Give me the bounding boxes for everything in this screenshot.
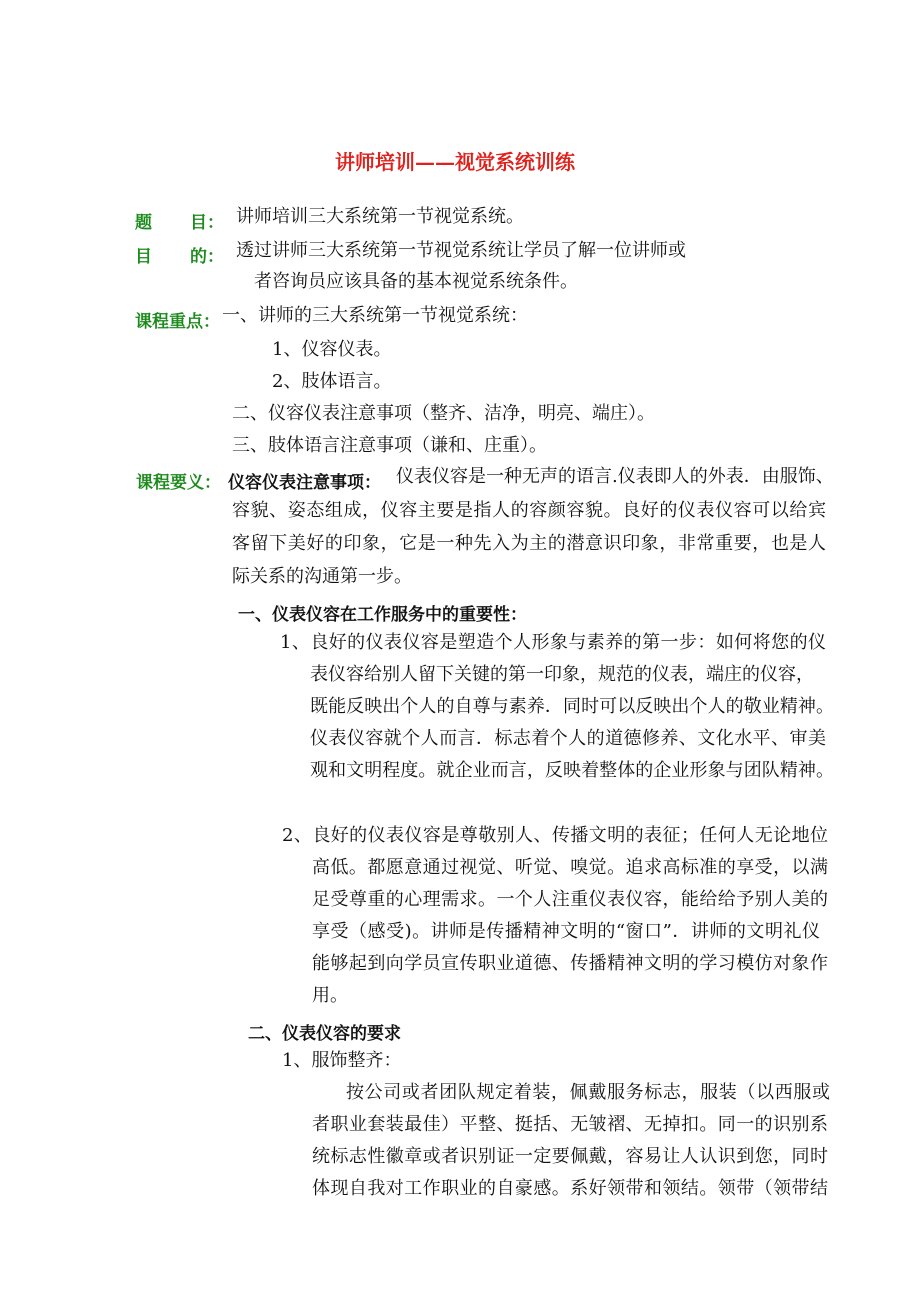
- focus-item-2: 二、仪容仪表注意事项（整齐、洁净，明亮、端庄）。: [232, 403, 655, 424]
- meaning-label: 课程要义：: [136, 473, 221, 493]
- meaning-line-3: 客留下美好的印象，它是一种先入为主的潜意识印象，非常重要，也是人: [232, 533, 826, 554]
- section-1-p2-line-1: 2、良好的仪表仪容是尊敬别人、传播文明的表征；任何人无论地位: [282, 825, 828, 846]
- section-1-p2-line-2: 高低。都愿意通过视觉、听觉、嗅觉。追求高标准的享受，以满: [312, 857, 828, 878]
- section-2-heading: 二、仪表仪容的要求: [248, 1024, 401, 1044]
- purpose-line-1: 透过讲师三大系统第一节视觉系统让学员了解一位讲师或: [236, 240, 686, 261]
- section-1-p2-line-4: 享受（感受)。讲师是传播精神文明的“窗口”．讲师的文明礼仪: [312, 921, 820, 942]
- purpose-line-2: 者咨询员应该具备的基本视觉系统条件。: [254, 271, 578, 292]
- section-1-p2-line-3: 足受尊重的心理需求。一个人注重仪表仪容，能给给予别人美的: [312, 889, 828, 910]
- topic-label-b: 目：: [190, 213, 224, 233]
- purpose-label-b: 的：: [190, 247, 224, 267]
- section-2-line-3: 统标志性徽章或者识别证一定要佩戴，容易让人认识到您，同时: [312, 1146, 828, 1167]
- meaning-line-1: 仪表仪容是一种无声的语言.仪表即人的外表．由服饰、: [396, 466, 834, 487]
- meaning-line-4: 际关系的沟通第一步。: [232, 566, 412, 587]
- purpose-label-a: 目: [135, 247, 152, 267]
- section-1-p1-line-1: 1、良好的仪表仪容是塑造个人形象与素养的第一步：如何将您的仪: [280, 632, 826, 653]
- focus-item-3: 三、肢体语言注意事项（谦和、庄重）。: [232, 435, 547, 456]
- section-2-line-4: 体现自我对工作职业的自豪感。系好领带和领结。领带（领带结: [312, 1178, 828, 1199]
- section-2-item-1: 1、服饰整齐：: [282, 1050, 402, 1071]
- section-1-p1-line-4: 仪表仪容就个人而言．标志着个人的道德修养、文化水平、审美: [310, 728, 826, 749]
- focus-label: 课程重点：: [135, 312, 220, 332]
- meaning-lead: 仪容仪表注意事项：: [228, 473, 381, 493]
- section-1-p2-line-5: 能够起到向学员宣传职业道德、传播精神文明的学习模仿对象作: [312, 953, 828, 974]
- topic-label-a: 题: [135, 213, 152, 233]
- section-2-line-2: 者职业套装最佳）平整、挺括、无皱褶、无掉扣。同一的识别系: [312, 1114, 828, 1135]
- section-1-p1-line-5: 观和文明程度。就企业而言，反映着整体的企业形象与团队精神。: [310, 760, 834, 781]
- section-1-heading: 一、仪表仪容在工作服务中的重要性：: [238, 605, 527, 625]
- meaning-line-2: 容貌、姿态组成，仪容主要是指人的容颜容貌。良好的仪表仪容可以给宾: [232, 500, 826, 521]
- section-2-line-1: 按公司或者团队规定着装，佩戴服务标志，服装（以西服或: [346, 1082, 830, 1103]
- section-1-p1-line-2: 表仪容给别人留下关键的第一印象，规范的仪表，端庄的仪容，: [310, 664, 814, 685]
- document-title: 讲师培训——视觉系统训练: [335, 150, 575, 174]
- focus-sub-1: 1、仪容仪表。: [272, 339, 392, 360]
- section-1-p2-line-6: 用。: [312, 985, 348, 1006]
- section-1-p1-line-3: 既能反映出个人的自尊与素养．同时可以反映出个人的敬业精神。: [310, 696, 834, 717]
- topic-text: 讲师培训三大系统第一节视觉系统。: [236, 206, 524, 227]
- focus-sub-2: 2、肢体语言。: [272, 371, 392, 392]
- focus-item-1: 一、讲师的三大系统第一节视觉系统：: [222, 305, 528, 326]
